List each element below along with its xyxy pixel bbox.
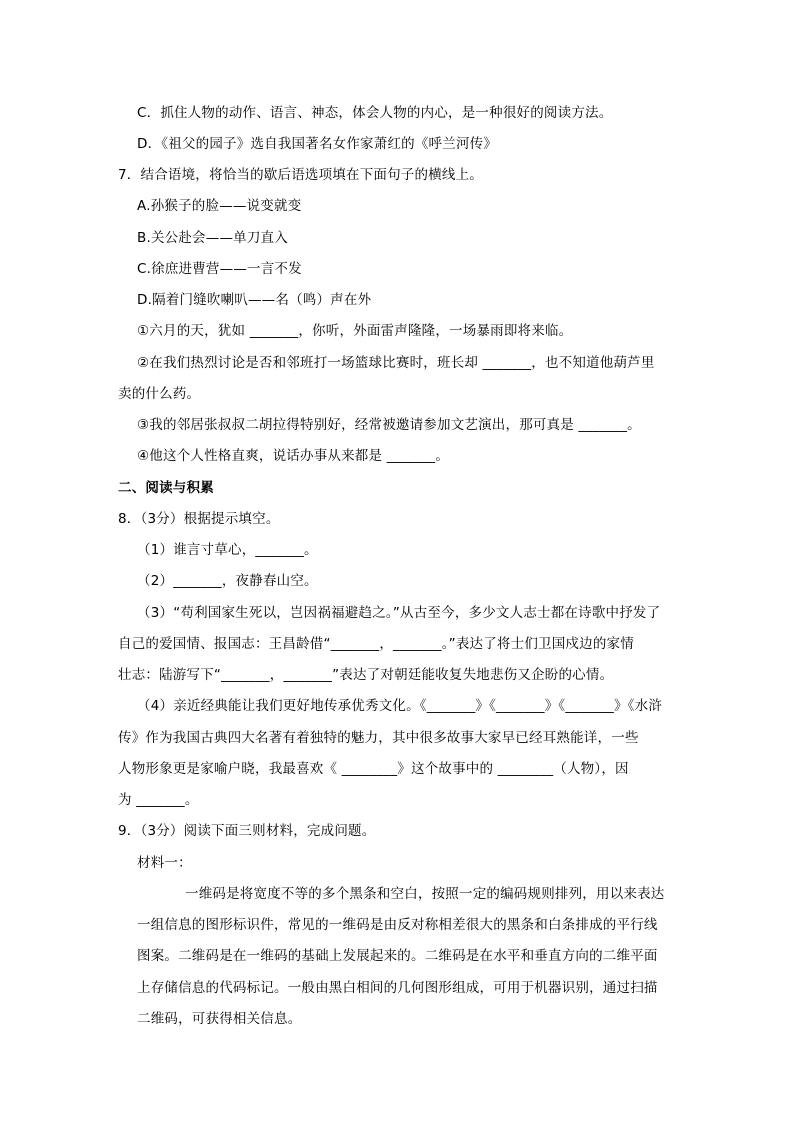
q7-option-b: B.关公赴会——单刀直入	[137, 230, 288, 246]
q8-part-3-line-3: 壮志：陆游写下“_______，_______”表达了对朝廷能收复失地悲伤又企盼的心情。	[118, 667, 614, 683]
q7-sentence-3: ③我的邻居张叔叔二胡拉得特别好，经常被邀请参加文艺演出，那可真是 _______。	[137, 417, 641, 433]
q7-option-a: A.孙猴子的脸——说变就变	[137, 198, 302, 214]
q7-option-c: C.徐庶进曹营——一言不发	[137, 261, 302, 277]
q9-text-line-1: 一维码是将宽度不等的多个黑条和空白，按照一定的编码规则排列，用以来表达	[185, 886, 665, 902]
q8-part-4-line-3: 人物形象更是家喻户晓，我最喜欢《 ________》这个故事中的 ________（人物），因	[118, 761, 629, 777]
q7-sentence-1: ①六月的天，犹如 _______，你听，外面雷声隆隆，一场暴雨即将来临。	[137, 323, 573, 339]
q7-option-d: D.隔着门缝吹喇叭——名（鸣）声在外	[137, 292, 372, 308]
q8-part-4-line-4: 为 _______。	[118, 792, 199, 808]
q8-part-1: （1）谁言寸草心，_______。	[137, 542, 318, 558]
q9-text-line-2: 一组信息的图形标识件，常见的一维码是由反对称相差很大的黑条和白条排成的平行线	[137, 917, 658, 933]
q8-part-3-line-2: 自己的爱国情、报国志：王昌龄借“_______，_______。”表达了将士们卫国戍边的家情	[118, 636, 634, 652]
q7-sentence-2: ②在我们热烈讨论是否和邻班打一场篮球比赛时，班长却 _______，也不知道他葫芦里	[137, 355, 655, 371]
q9-material-1-label: 材料一：	[137, 855, 192, 871]
q8-stem: 8．（3分）根据提示填空。	[118, 511, 280, 527]
q6-option-c: C．抓住人物的动作、语言、神态，体会人物的内心，是一种很好的阅读方法。	[137, 105, 613, 121]
q7-stem: 7．结合语境，将恰当的歇后语选项填在下面句子的横线上。	[118, 167, 483, 183]
q8-part-2: （2）_______，夜静春山空。	[137, 573, 318, 589]
q6-option-d: D．《祖父的园子》选自我国著名女作家萧红的《呼兰河传》	[137, 136, 498, 152]
section-heading: 二、阅读与积累	[118, 480, 214, 496]
q8-part-4-line-2: 传》作为我国古典四大名著有着独特的魅力，其中很多故事大家早已经耳熟能详，一些	[118, 730, 639, 746]
q7-sentence-2-cont: 卖的什么药。	[118, 386, 201, 402]
q9-text-line-5: 二维码，可获得相关信息。	[137, 1011, 302, 1027]
q8-part-4: （4）亲近经典能让我们更好地传承优秀文化。《_______》《_______》《_______》《水浒	[137, 698, 663, 714]
q9-stem: 9．（3分）阅读下面三则材料，完成问题。	[118, 823, 376, 839]
q8-part-3: （3）“苟利国家生死以，岂因祸福避趋之。”从古至今，多少文人志士都在诗歌中抒发了	[137, 605, 661, 621]
q9-text-line-4: 上存储信息的代码标记。一般由黑白相间的几何图形组成，可用于机器识别，通过扫描	[137, 980, 658, 996]
q7-sentence-4: ④他这个人性格直爽，说话办事从来都是 _______。	[137, 448, 450, 464]
q9-text-line-3: 图案。二维码是在一维码的基础上发展起来的。二维码是在水平和垂直方向的二维平面	[137, 948, 658, 964]
